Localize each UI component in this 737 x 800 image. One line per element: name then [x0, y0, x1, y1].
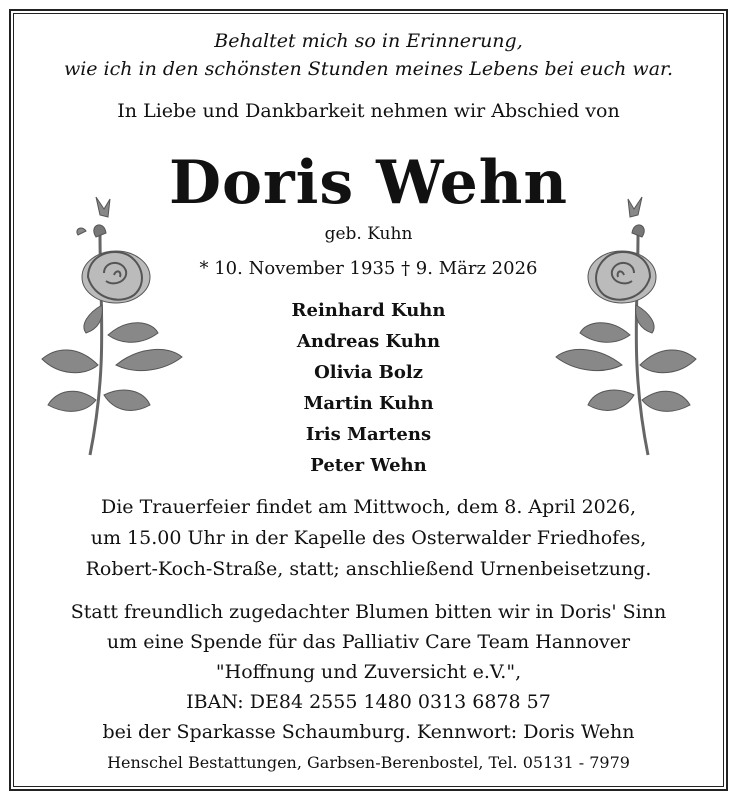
- rose-icon: [550, 195, 700, 465]
- rose-icon: [38, 195, 188, 465]
- donation-line-2: um eine Spende für das Palliativ Care Team Hannover: [106, 631, 631, 653]
- motto-line-1: Behaltet mich so in Erinnerung,: [214, 30, 523, 52]
- motto-line-2: wie ich in den schönsten Stunden meines Lebens bei euch war.: [63, 58, 674, 80]
- intro-text: In Liebe und Dankbarkeit nehmen wir Abschied von: [117, 100, 620, 122]
- donation-line-3: "Hoffnung und Zuversicht e.V.",: [215, 661, 522, 683]
- iban-line: IBAN: DE84 2555 1480 0313 6878 57: [186, 691, 551, 713]
- donation-line-5: bei der Sparkasse Schaumburg. Kennwort: Doris Wehn: [102, 721, 635, 743]
- ceremony-line-3: Robert-Koch-Straße, statt; anschließend Urnenbeisetzung.: [85, 558, 652, 580]
- mourner-name: Martin Kuhn: [303, 393, 434, 414]
- mourner-name: Iris Martens: [305, 424, 432, 445]
- undertaker-footer: Henschel Bestattungen, Garbsen-Berenbostel, Tel. 05131 - 7979: [107, 753, 630, 772]
- life-dates: * 10. November 1935 † 9. März 2026: [199, 258, 538, 279]
- donation-line-1: Statt freundlich zugedachter Blumen bitten wir in Doris' Sinn: [70, 601, 667, 623]
- mourner-name: Peter Wehn: [310, 455, 427, 476]
- mourner-name: Reinhard Kuhn: [291, 300, 446, 321]
- mourner-name: Andreas Kuhn: [296, 331, 441, 352]
- maiden-name: geb. Kuhn: [324, 224, 413, 244]
- deceased-name: Doris Wehn: [168, 148, 569, 218]
- mourner-name: Olivia Bolz: [314, 362, 423, 383]
- ceremony-line-1: Die Trauerfeier findet am Mittwoch, dem 8. April 2026,: [101, 496, 636, 518]
- ceremony-line-2: um 15.00 Uhr in der Kapelle des Osterwalder Friedhofes,: [90, 527, 647, 549]
